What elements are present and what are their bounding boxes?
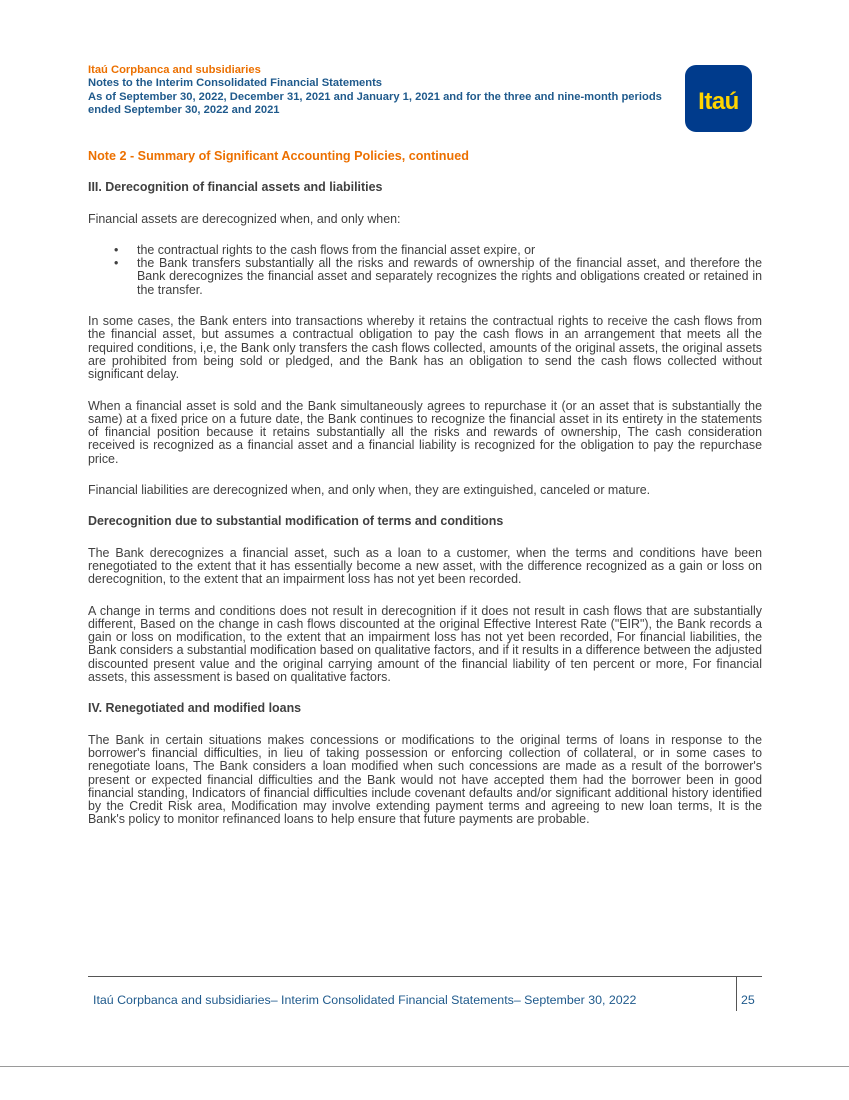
- paragraph-modification-asset: The Bank derecognizes a financial asset, such as a loan to a customer, when the terms and conditions have been renegotiated to the extent that it has essentially become a new asset, with the difference recognized as a gain or loss on derecognition, to the extent that an impairment loss has not yet been recorded.: [88, 545, 762, 587]
- page-number: 25: [741, 993, 755, 1007]
- list-item-text: the Bank transfers substantially all the risks and rewards of ownership of the financial asset, and therefore the Bank derecognizes the financial asset and separately recognizes the rights and obligations created or retained in the transfer.: [137, 256, 762, 297]
- bullet-list: [88, 244, 762, 297]
- logo-text: Itaú: [698, 87, 739, 115]
- list-item-text: the contractual rights to the cash flows from the financial asset expire, or: [137, 242, 536, 257]
- bullet-icon: •: [114, 256, 119, 271]
- page-bottom-border: [0, 1066, 849, 1067]
- page-header: [88, 64, 668, 118]
- list-item: [88, 257, 762, 297]
- note-title: Note 2 - Summary of Significant Accounting Policies, continued: [88, 149, 469, 163]
- header-title: Notes to the Interim Consolidated Financial Statements: [88, 77, 383, 90]
- paragraph-liabilities: Financial liabilities are derecognized when, and only when, they are extinguished, canceled or mature.: [88, 483, 651, 498]
- itau-logo: [685, 65, 752, 132]
- footer-text: Itaú Corpbanca and subsidiaries– Interim Consolidated Financial Statements– September 30, 2022: [93, 993, 637, 1007]
- footer-divider-line: [88, 976, 762, 977]
- paragraph-transfer-arrangement: In some cases, the Bank enters into transactions whereby it retains the contractual rights to receive the cash flows from the financial asset, but assumes a contractual obligation to pay the cash flows in an arrangement that meets all the required conditions, i,e, the Bank only transfers the cash flows collected, amounts of the original assets, the original assets are prohibited from being sold or pledged, and the Bank has an obligation to send the cash flows collected without significant delay.: [88, 314, 762, 382]
- header-period: As of September 30, 2022, December 31, 2021 and January 1, 2021 and for the three and nine-month periods ended September 30, 2022 and 2021: [88, 90, 662, 117]
- section-title-renegotiated: IV. Renegotiated and modified loans: [88, 701, 302, 716]
- paragraph-intro: Financial assets are derecognized when, and only when:: [88, 211, 401, 226]
- footer-vertical-divider: [736, 977, 737, 1011]
- subsection-title-modification: Derecognition due to substantial modification of terms and conditions: [88, 514, 504, 529]
- paragraph-modification-terms: A change in terms and conditions does not result in derecognition if it does not result in cash flows that are substantially different, Based on the change in cash flows discounted at the original Effective Interest Rate ("EIR"), the Bank records a gain or loss on modification, to the extent that an impairment loss has not yet been recorded, For financial liabilities, the Bank considers a substantial modification based on qualitative factors, and if it results in a difference between the adjusted discounted present value and the original carrying amount of the financial liability of ten percent or more, For financial assets, this assessment is based on qualitative factors.: [88, 603, 762, 685]
- document-body: [88, 150, 762, 845]
- list-item: [88, 244, 762, 257]
- bullet-icon: •: [114, 242, 119, 257]
- paragraph-renegotiated-loans: The Bank in certain situations makes concessions or modifications to the original terms of loans in response to the borrower's financial difficulties, in lieu of taking possession or enforcing collection of collateral, or in some cases to renegotiate loans, The Bank considers a loan modified when such concessions are made as a result of the borrower's present or expected financial difficulties and the Bank would not have accepted them had the borrower been in good financial standing, Indicators of financial difficulties include covenant defaults and/or significant additional history identified by the Credit Risk area, Modification may involve extending payment terms and agreeing to new loan terms, It is the Bank's policy to monitor refinanced loans to help ensure that future payments are probable.: [88, 732, 762, 827]
- header-company: Itaú Corpbanca and subsidiaries: [88, 64, 261, 76]
- paragraph-repurchase: When a financial asset is sold and the Bank simultaneously agrees to repurchase it (or an asset that is substantially the same) at a fixed price on a future date, the Bank continues to recognize the financial asset in its entirety in the statements of financial position because it retains substantially all the risks and rewards of ownership, The cash consideration received is recognized as a financial asset and a financial liability is recognized for the obligation to pay the repurchase price.: [88, 398, 762, 466]
- section-title-derecognition: III. Derecognition of financial assets and liabilities: [88, 180, 383, 195]
